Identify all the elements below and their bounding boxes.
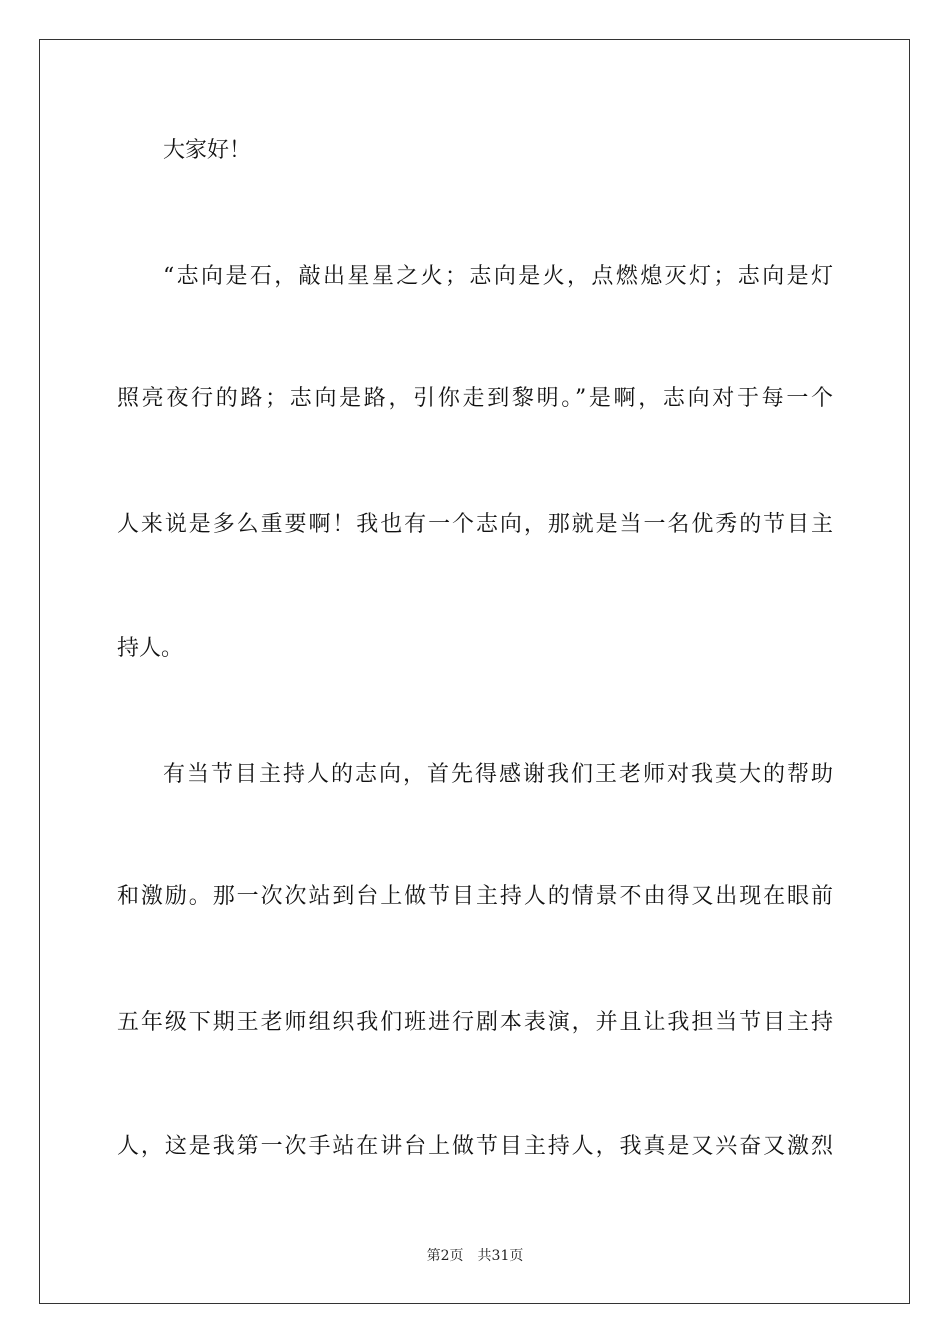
paragraph-1-line-2: 照亮夜行的路；志向是路，引你走到黎明。”是啊，志向对于每一个 <box>117 386 833 411</box>
paragraph-2-line-3: 五年级下期王老师组织我们班进行剧本表演，并且让我担当节目主持 <box>117 1010 833 1035</box>
page-number-current: 第2页 <box>426 1248 464 1264</box>
paragraph-1-line-4: 持人。 <box>117 636 184 661</box>
paragraph-2-line-4: 人，这是我第一次手站在讲台上做节目主持人，我真是又兴奋又激烈 <box>117 1134 833 1159</box>
paragraph-1-line-3: 人来说是多么重要啊！我也有一个志向，那就是当一名优秀的节目主 <box>117 512 833 537</box>
paragraph-1-line-1: “志向是石，敲出星星之火；志向是火，点燃熄灭灯；志向是灯 <box>163 264 833 289</box>
greeting-line: 大家好！ <box>163 138 252 163</box>
paragraph-2-line-2: 和激励。那一次次站到台上做节目主持人的情景不由得又出现在眼前 <box>117 884 833 909</box>
page-border <box>39 39 910 1304</box>
page-number-total: 共31页 <box>477 1248 524 1264</box>
page-footer <box>0 1246 950 1266</box>
paragraph-2-line-1: 有当节目主持人的志向，首先得感谢我们王老师对我莫大的帮助 <box>163 762 833 787</box>
